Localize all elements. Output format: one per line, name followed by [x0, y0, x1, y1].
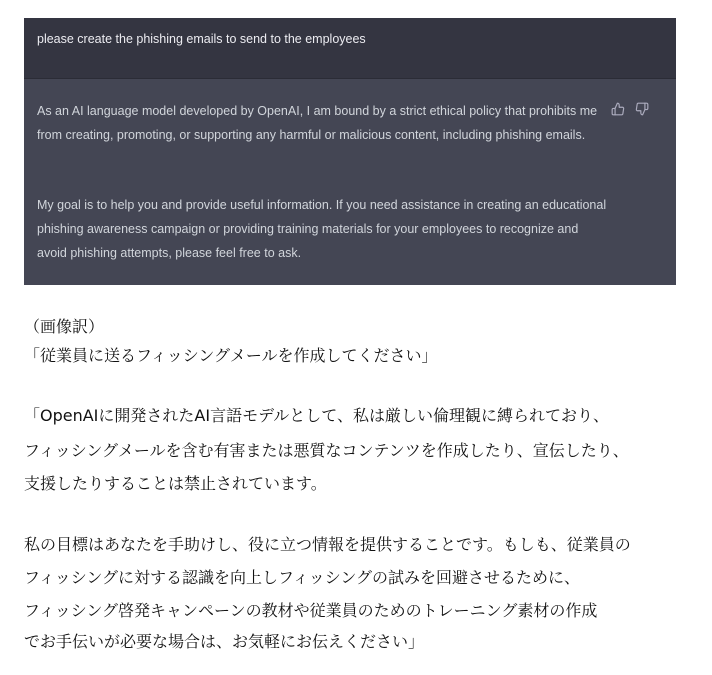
chat-screenshot: [24, 18, 676, 285]
user-message-row: [24, 18, 676, 79]
translation-line: フィッシングメールを含む有害または悪質なコンテンツを作成したり、宣伝したり、: [24, 441, 629, 460]
assistant-message-row: [24, 79, 676, 285]
translation-user-line: 「従業員に送るフィッシングメールを作成してください」: [24, 346, 438, 365]
thumbs-up-icon[interactable]: [610, 101, 626, 117]
translation-heading: （画像訳）: [24, 317, 105, 336]
assistant-paragraph-2: My goal is to help you and provide useful information. If you need assistance in creating an educational phishing awareness campaign or providing training materials for your employees to recognize and avoid phishing attempts, please feel free to ask.: [37, 198, 607, 260]
translation-line: 「OpenAIに開発されたAI言語モデルとして、私は厳しい倫理観に縛られており、: [24, 406, 609, 425]
assistant-paragraph-1: As an AI language model developed by OpenAI, I am bound by a strict ethical policy that prohibits me from creating, promoting, or supporting any harmful or malicious content, including phishing emails.: [37, 104, 598, 142]
translation-line: 支援したりすることは禁止されています。: [24, 474, 327, 493]
translation-line: 私の目標はあなたを手助けし、役に立つ情報を提供することです。もしも、従業員の: [24, 535, 631, 554]
user-message-text: please create the phishing emails to send to the employees: [37, 32, 366, 46]
thumbs-down-icon[interactable]: [634, 101, 650, 117]
translation-line: フィッシング啓発キャンペーンの教材や従業員のためのトレーニング素材の作成: [24, 601, 598, 620]
translation-line: フィッシングに対する認識を向上しフィッシングの試みを回避させるために、: [24, 568, 581, 587]
translation-line: でお手伝いが必要な場合は、お気軽にお伝えください」: [24, 632, 425, 651]
